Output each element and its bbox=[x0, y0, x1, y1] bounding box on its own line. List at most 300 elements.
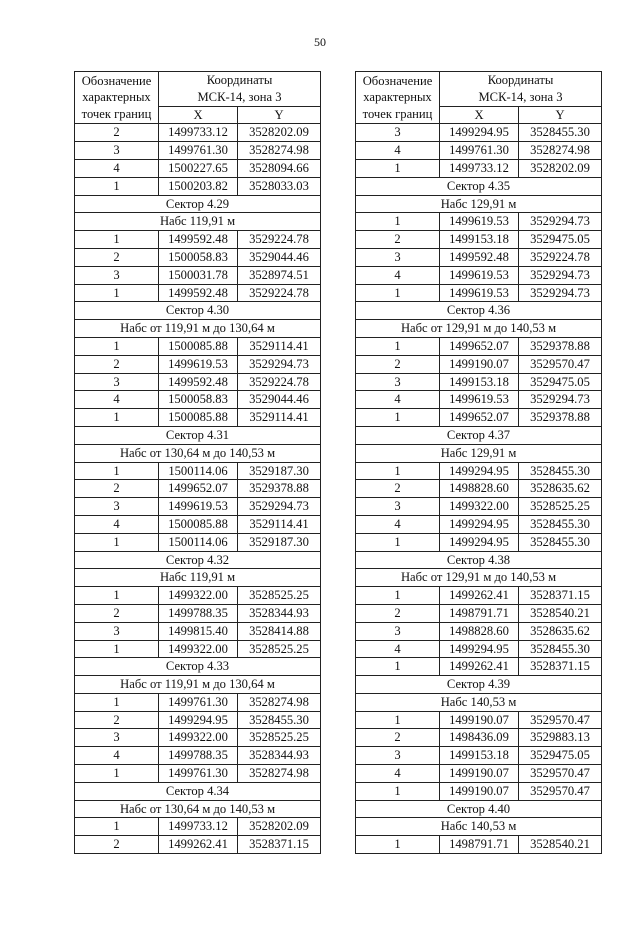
section-row bbox=[75, 444, 321, 462]
coord-x: 1500114.06 bbox=[159, 533, 238, 551]
table-row bbox=[75, 622, 321, 640]
coord-x: 1499619.53 bbox=[159, 355, 238, 373]
coordinates-table-left bbox=[74, 71, 321, 854]
section-row bbox=[75, 658, 321, 676]
coord-x: 1498791.71 bbox=[440, 836, 519, 854]
coord-y: 3529187.30 bbox=[238, 462, 321, 480]
point-number: 1 bbox=[356, 159, 440, 177]
coord-y: 3529570.47 bbox=[519, 711, 602, 729]
point-number: 1 bbox=[75, 818, 159, 836]
coord-y: 3528455.30 bbox=[519, 640, 602, 658]
section-row bbox=[356, 800, 602, 818]
table-row bbox=[75, 462, 321, 480]
header-coordinates bbox=[159, 72, 321, 107]
table-row bbox=[356, 498, 602, 516]
coord-y: 3529114.41 bbox=[238, 337, 321, 355]
point-number: 1 bbox=[75, 231, 159, 249]
point-number: 1 bbox=[356, 836, 440, 854]
table-row bbox=[75, 409, 321, 427]
section-label: Сектор 4.39 bbox=[356, 676, 602, 694]
coord-x: 1499190.07 bbox=[440, 782, 519, 800]
coord-x: 1499619.53 bbox=[159, 498, 238, 516]
table-row bbox=[75, 765, 321, 783]
table-row bbox=[356, 622, 602, 640]
coord-x: 1499322.00 bbox=[159, 640, 238, 658]
table-row bbox=[75, 693, 321, 711]
table-row bbox=[356, 213, 602, 231]
point-number: 4 bbox=[356, 640, 440, 658]
table-row bbox=[356, 533, 602, 551]
section-label: Набс 129,91 м bbox=[356, 195, 602, 213]
coord-x: 1500085.88 bbox=[159, 515, 238, 533]
coord-y: 3528094.66 bbox=[238, 159, 321, 177]
section-row bbox=[75, 569, 321, 587]
table-row bbox=[356, 337, 602, 355]
table-row bbox=[356, 284, 602, 302]
table-row bbox=[75, 266, 321, 284]
point-number: 2 bbox=[356, 231, 440, 249]
section-label: Сектор 4.30 bbox=[75, 302, 321, 320]
point-number: 2 bbox=[356, 355, 440, 373]
table-row bbox=[356, 391, 602, 409]
coord-x: 1499262.41 bbox=[159, 836, 238, 854]
section-label: Набс от 130,64 м до 140,53 м bbox=[75, 800, 321, 818]
point-number: 3 bbox=[75, 373, 159, 391]
table-row bbox=[75, 836, 321, 854]
coord-x: 1499761.30 bbox=[159, 765, 238, 783]
coordinates-table-right bbox=[355, 71, 602, 854]
coord-x: 1499652.07 bbox=[440, 337, 519, 355]
coord-y: 3529475.05 bbox=[519, 373, 602, 391]
coord-x: 1499294.95 bbox=[440, 462, 519, 480]
coord-y: 3528540.21 bbox=[519, 604, 602, 622]
point-number: 1 bbox=[75, 587, 159, 605]
coord-y: 3529378.88 bbox=[238, 480, 321, 498]
coord-x: 1499294.95 bbox=[159, 711, 238, 729]
point-number: 3 bbox=[75, 729, 159, 747]
table-row bbox=[75, 604, 321, 622]
point-number: 1 bbox=[356, 337, 440, 355]
point-number: 1 bbox=[356, 587, 440, 605]
point-number: 4 bbox=[75, 515, 159, 533]
table-row bbox=[75, 480, 321, 498]
point-number: 2 bbox=[75, 248, 159, 266]
coord-y: 3529570.47 bbox=[519, 355, 602, 373]
section-label: Набс 140,53 м bbox=[356, 818, 602, 836]
coord-y: 3528202.09 bbox=[519, 159, 602, 177]
header-x: X bbox=[440, 106, 519, 124]
point-number: 3 bbox=[75, 498, 159, 516]
header-designation bbox=[75, 72, 159, 124]
section-row bbox=[75, 676, 321, 694]
header-designation-line: характерных bbox=[363, 90, 432, 105]
coord-y: 3529378.88 bbox=[519, 337, 602, 355]
coord-y: 3528274.98 bbox=[519, 142, 602, 160]
section-row bbox=[75, 551, 321, 569]
point-number: 3 bbox=[356, 124, 440, 142]
point-number: 1 bbox=[356, 213, 440, 231]
point-number: 4 bbox=[356, 266, 440, 284]
table-row bbox=[356, 409, 602, 427]
coord-x: 1499153.18 bbox=[440, 231, 519, 249]
coord-x: 1499262.41 bbox=[440, 587, 519, 605]
point-number: 2 bbox=[75, 480, 159, 498]
coord-x: 1499190.07 bbox=[440, 355, 519, 373]
coord-x: 1500227.65 bbox=[159, 159, 238, 177]
section-label: Набс 140,53 м bbox=[356, 693, 602, 711]
coord-x: 1499322.00 bbox=[440, 498, 519, 516]
coord-x: 1498828.60 bbox=[440, 622, 519, 640]
page-number: 50 bbox=[314, 35, 326, 49]
coord-x: 1499761.30 bbox=[159, 142, 238, 160]
table-row bbox=[75, 142, 321, 160]
coord-y: 3529224.78 bbox=[238, 284, 321, 302]
coord-y: 3528635.62 bbox=[519, 622, 602, 640]
table-row bbox=[356, 587, 602, 605]
table-row bbox=[356, 836, 602, 854]
coord-y: 3528202.09 bbox=[238, 818, 321, 836]
coord-y: 3529294.73 bbox=[519, 266, 602, 284]
section-row bbox=[356, 302, 602, 320]
coord-y: 3528455.30 bbox=[238, 711, 321, 729]
point-number: 3 bbox=[75, 266, 159, 284]
section-label: Набс от 129,91 м до 140,53 м bbox=[356, 320, 602, 338]
section-label: Сектор 4.35 bbox=[356, 177, 602, 195]
table-row bbox=[356, 729, 602, 747]
coord-x: 1499592.48 bbox=[440, 248, 519, 266]
coord-x: 1500058.83 bbox=[159, 248, 238, 266]
section-row bbox=[75, 426, 321, 444]
coord-y: 3528371.15 bbox=[519, 658, 602, 676]
coord-x: 1499592.48 bbox=[159, 373, 238, 391]
section-row bbox=[356, 195, 602, 213]
coord-y: 3528974.51 bbox=[238, 266, 321, 284]
coord-x: 1499815.40 bbox=[159, 622, 238, 640]
point-number: 1 bbox=[75, 533, 159, 551]
coord-y: 3529294.73 bbox=[519, 284, 602, 302]
coord-y: 3529044.46 bbox=[238, 391, 321, 409]
point-number: 2 bbox=[75, 711, 159, 729]
coord-y: 3528371.15 bbox=[519, 587, 602, 605]
header-designation-line: Обозначение bbox=[81, 73, 152, 88]
coord-y: 3528525.25 bbox=[238, 729, 321, 747]
coord-y: 3528525.25 bbox=[238, 640, 321, 658]
section-label: Сектор 4.31 bbox=[75, 426, 321, 444]
coord-x: 1500058.83 bbox=[159, 391, 238, 409]
table-row bbox=[75, 498, 321, 516]
coord-y: 3528540.21 bbox=[519, 836, 602, 854]
coord-x: 1500085.88 bbox=[159, 337, 238, 355]
point-number: 3 bbox=[75, 622, 159, 640]
coord-x: 1498828.60 bbox=[440, 480, 519, 498]
coord-y: 3528033.03 bbox=[238, 177, 321, 195]
point-number: 1 bbox=[356, 782, 440, 800]
coord-y: 3529570.47 bbox=[519, 765, 602, 783]
table-row bbox=[356, 765, 602, 783]
section-row bbox=[75, 213, 321, 231]
coord-x: 1499761.30 bbox=[440, 142, 519, 160]
section-label: Набс от 130,64 м до 140,53 м bbox=[75, 444, 321, 462]
table-row bbox=[356, 480, 602, 498]
coord-y: 3529044.46 bbox=[238, 248, 321, 266]
table-row bbox=[75, 391, 321, 409]
table-row bbox=[75, 640, 321, 658]
point-number: 2 bbox=[356, 480, 440, 498]
section-row bbox=[75, 800, 321, 818]
coord-x: 1499294.95 bbox=[440, 124, 519, 142]
header-y: Y bbox=[519, 106, 602, 124]
table-row bbox=[75, 747, 321, 765]
coord-x: 1499652.07 bbox=[440, 409, 519, 427]
point-number: 1 bbox=[75, 640, 159, 658]
section-row bbox=[75, 782, 321, 800]
table-row bbox=[356, 266, 602, 284]
point-number: 4 bbox=[75, 391, 159, 409]
coord-x: 1499619.53 bbox=[440, 391, 519, 409]
coord-x: 1499294.95 bbox=[440, 533, 519, 551]
coord-y: 3528202.09 bbox=[238, 124, 321, 142]
coord-x: 1499733.12 bbox=[159, 124, 238, 142]
coord-x: 1500203.82 bbox=[159, 177, 238, 195]
header-coordinates-line: МСК-14, зона 3 bbox=[478, 89, 563, 104]
coord-y: 3529187.30 bbox=[238, 533, 321, 551]
section-label: Сектор 4.36 bbox=[356, 302, 602, 320]
table-row bbox=[356, 462, 602, 480]
header-designation-line: характерных bbox=[82, 90, 151, 105]
table-row bbox=[75, 355, 321, 373]
point-number: 1 bbox=[356, 284, 440, 302]
section-label: Набс от 119,91 м до 130,64 м bbox=[75, 676, 321, 694]
point-number: 4 bbox=[75, 159, 159, 177]
header-x: X bbox=[159, 106, 238, 124]
table-row bbox=[356, 782, 602, 800]
point-number: 4 bbox=[75, 747, 159, 765]
coord-y: 3529294.73 bbox=[238, 498, 321, 516]
table-row bbox=[356, 248, 602, 266]
coord-y: 3528455.30 bbox=[519, 533, 602, 551]
coord-y: 3528274.98 bbox=[238, 142, 321, 160]
coord-x: 1500085.88 bbox=[159, 409, 238, 427]
section-row bbox=[356, 426, 602, 444]
header-coordinates-line: МСК-14, зона 3 bbox=[197, 89, 282, 104]
table-row bbox=[75, 124, 321, 142]
point-number: 1 bbox=[75, 765, 159, 783]
coord-x: 1499733.12 bbox=[440, 159, 519, 177]
point-number: 1 bbox=[356, 658, 440, 676]
table-row bbox=[75, 729, 321, 747]
table-row bbox=[356, 124, 602, 142]
point-number: 2 bbox=[356, 729, 440, 747]
coord-y: 3528371.15 bbox=[238, 836, 321, 854]
header-coordinates bbox=[440, 72, 602, 107]
point-number: 2 bbox=[75, 604, 159, 622]
table-row bbox=[356, 640, 602, 658]
table-row bbox=[356, 159, 602, 177]
coord-x: 1500031.78 bbox=[159, 266, 238, 284]
coord-y: 3528274.98 bbox=[238, 765, 321, 783]
point-number: 1 bbox=[75, 693, 159, 711]
point-number: 3 bbox=[356, 622, 440, 640]
coord-x: 1499652.07 bbox=[159, 480, 238, 498]
coord-x: 1499294.95 bbox=[440, 515, 519, 533]
point-number: 4 bbox=[356, 142, 440, 160]
section-row bbox=[356, 320, 602, 338]
point-number: 1 bbox=[75, 462, 159, 480]
coord-y: 3529224.78 bbox=[519, 248, 602, 266]
table-row bbox=[356, 515, 602, 533]
coord-y: 3528455.30 bbox=[519, 124, 602, 142]
point-number: 4 bbox=[356, 515, 440, 533]
point-number: 1 bbox=[75, 409, 159, 427]
table-row bbox=[75, 711, 321, 729]
section-label: Сектор 4.38 bbox=[356, 551, 602, 569]
coord-y: 3528455.30 bbox=[519, 515, 602, 533]
coord-y: 3528414.88 bbox=[238, 622, 321, 640]
coord-y: 3529114.41 bbox=[238, 409, 321, 427]
table-row bbox=[356, 355, 602, 373]
table-row bbox=[356, 711, 602, 729]
section-label: Набс 119,91 м bbox=[75, 569, 321, 587]
coord-x: 1499294.95 bbox=[440, 640, 519, 658]
coord-x: 1499733.12 bbox=[159, 818, 238, 836]
coord-y: 3529883.13 bbox=[519, 729, 602, 747]
header-designation-line: точек границ bbox=[362, 107, 433, 122]
coord-x: 1499262.41 bbox=[440, 658, 519, 676]
table-row bbox=[75, 587, 321, 605]
coord-x: 1498791.71 bbox=[440, 604, 519, 622]
section-label: Сектор 4.40 bbox=[356, 800, 602, 818]
coord-x: 1499788.35 bbox=[159, 747, 238, 765]
section-label: Сектор 4.32 bbox=[75, 551, 321, 569]
section-label: Набс от 129,91 м до 140,53 м bbox=[356, 569, 602, 587]
section-label: Набс 129,91 м bbox=[356, 444, 602, 462]
point-number: 3 bbox=[356, 248, 440, 266]
coord-y: 3529224.78 bbox=[238, 373, 321, 391]
coord-y: 3528344.93 bbox=[238, 604, 321, 622]
section-row bbox=[75, 302, 321, 320]
section-label: Сектор 4.33 bbox=[75, 658, 321, 676]
section-row bbox=[75, 320, 321, 338]
section-label: Сектор 4.34 bbox=[75, 782, 321, 800]
point-number: 2 bbox=[75, 355, 159, 373]
coord-y: 3529294.73 bbox=[519, 213, 602, 231]
point-number: 4 bbox=[356, 765, 440, 783]
point-number: 3 bbox=[356, 498, 440, 516]
coord-y: 3529475.05 bbox=[519, 747, 602, 765]
coord-y: 3529224.78 bbox=[238, 231, 321, 249]
coord-x: 1499619.53 bbox=[440, 213, 519, 231]
coord-y: 3528274.98 bbox=[238, 693, 321, 711]
section-row bbox=[356, 693, 602, 711]
section-label: Сектор 4.29 bbox=[75, 195, 321, 213]
coord-x: 1499190.07 bbox=[440, 711, 519, 729]
section-row bbox=[356, 444, 602, 462]
point-number: 3 bbox=[75, 142, 159, 160]
table-row bbox=[75, 337, 321, 355]
point-number: 1 bbox=[356, 711, 440, 729]
point-number: 1 bbox=[75, 177, 159, 195]
point-number: 2 bbox=[356, 604, 440, 622]
header-coordinates-line: Координаты bbox=[487, 73, 554, 87]
point-number: 3 bbox=[356, 373, 440, 391]
section-row bbox=[75, 195, 321, 213]
coord-x: 1499592.48 bbox=[159, 231, 238, 249]
point-number: 1 bbox=[75, 337, 159, 355]
coord-y: 3528344.93 bbox=[238, 747, 321, 765]
coord-x: 1499190.07 bbox=[440, 765, 519, 783]
table-row bbox=[356, 142, 602, 160]
table-row bbox=[75, 533, 321, 551]
coord-x: 1499619.53 bbox=[440, 284, 519, 302]
table-row bbox=[75, 373, 321, 391]
coord-y: 3528635.62 bbox=[519, 480, 602, 498]
header-designation-line: точек границ bbox=[81, 107, 152, 122]
coord-x: 1498436.09 bbox=[440, 729, 519, 747]
table-row bbox=[75, 231, 321, 249]
section-label: Набс 119,91 м bbox=[75, 213, 321, 231]
coord-x: 1499322.00 bbox=[159, 729, 238, 747]
table-row bbox=[75, 818, 321, 836]
coord-y: 3529294.73 bbox=[238, 355, 321, 373]
section-label: Набс от 119,91 м до 130,64 м bbox=[75, 320, 321, 338]
coord-x: 1499592.48 bbox=[159, 284, 238, 302]
coord-x: 1499761.30 bbox=[159, 693, 238, 711]
coord-x: 1499153.18 bbox=[440, 373, 519, 391]
header-row bbox=[75, 72, 321, 107]
point-number: 1 bbox=[356, 533, 440, 551]
table-row bbox=[75, 248, 321, 266]
section-row bbox=[356, 569, 602, 587]
point-number: 3 bbox=[356, 747, 440, 765]
coord-y: 3529378.88 bbox=[519, 409, 602, 427]
header-row bbox=[356, 72, 602, 107]
coord-y: 3528455.30 bbox=[519, 462, 602, 480]
header-y: Y bbox=[238, 106, 321, 124]
table-row bbox=[356, 747, 602, 765]
point-number: 1 bbox=[75, 284, 159, 302]
coord-y: 3529570.47 bbox=[519, 782, 602, 800]
point-number: 1 bbox=[356, 409, 440, 427]
coord-y: 3529294.73 bbox=[519, 391, 602, 409]
header-coordinates-line: Координаты bbox=[206, 73, 273, 87]
coord-y: 3528525.25 bbox=[519, 498, 602, 516]
point-number: 2 bbox=[75, 836, 159, 854]
table-row bbox=[75, 284, 321, 302]
coord-x: 1499788.35 bbox=[159, 604, 238, 622]
section-row bbox=[356, 676, 602, 694]
section-row bbox=[356, 551, 602, 569]
table-row bbox=[356, 373, 602, 391]
coord-x: 1500114.06 bbox=[159, 462, 238, 480]
table-row bbox=[75, 159, 321, 177]
table-row bbox=[356, 231, 602, 249]
table-row bbox=[75, 515, 321, 533]
coord-x: 1499619.53 bbox=[440, 266, 519, 284]
table-row bbox=[75, 177, 321, 195]
section-row bbox=[356, 177, 602, 195]
section-row bbox=[356, 818, 602, 836]
point-number: 1 bbox=[356, 462, 440, 480]
header-designation-line: Обозначение bbox=[362, 73, 433, 88]
coord-y: 3529475.05 bbox=[519, 231, 602, 249]
point-number: 2 bbox=[75, 124, 159, 142]
table-row bbox=[356, 658, 602, 676]
table-row bbox=[356, 604, 602, 622]
point-number: 4 bbox=[356, 391, 440, 409]
coord-y: 3529114.41 bbox=[238, 515, 321, 533]
coord-x: 1499322.00 bbox=[159, 587, 238, 605]
coord-x: 1499153.18 bbox=[440, 747, 519, 765]
